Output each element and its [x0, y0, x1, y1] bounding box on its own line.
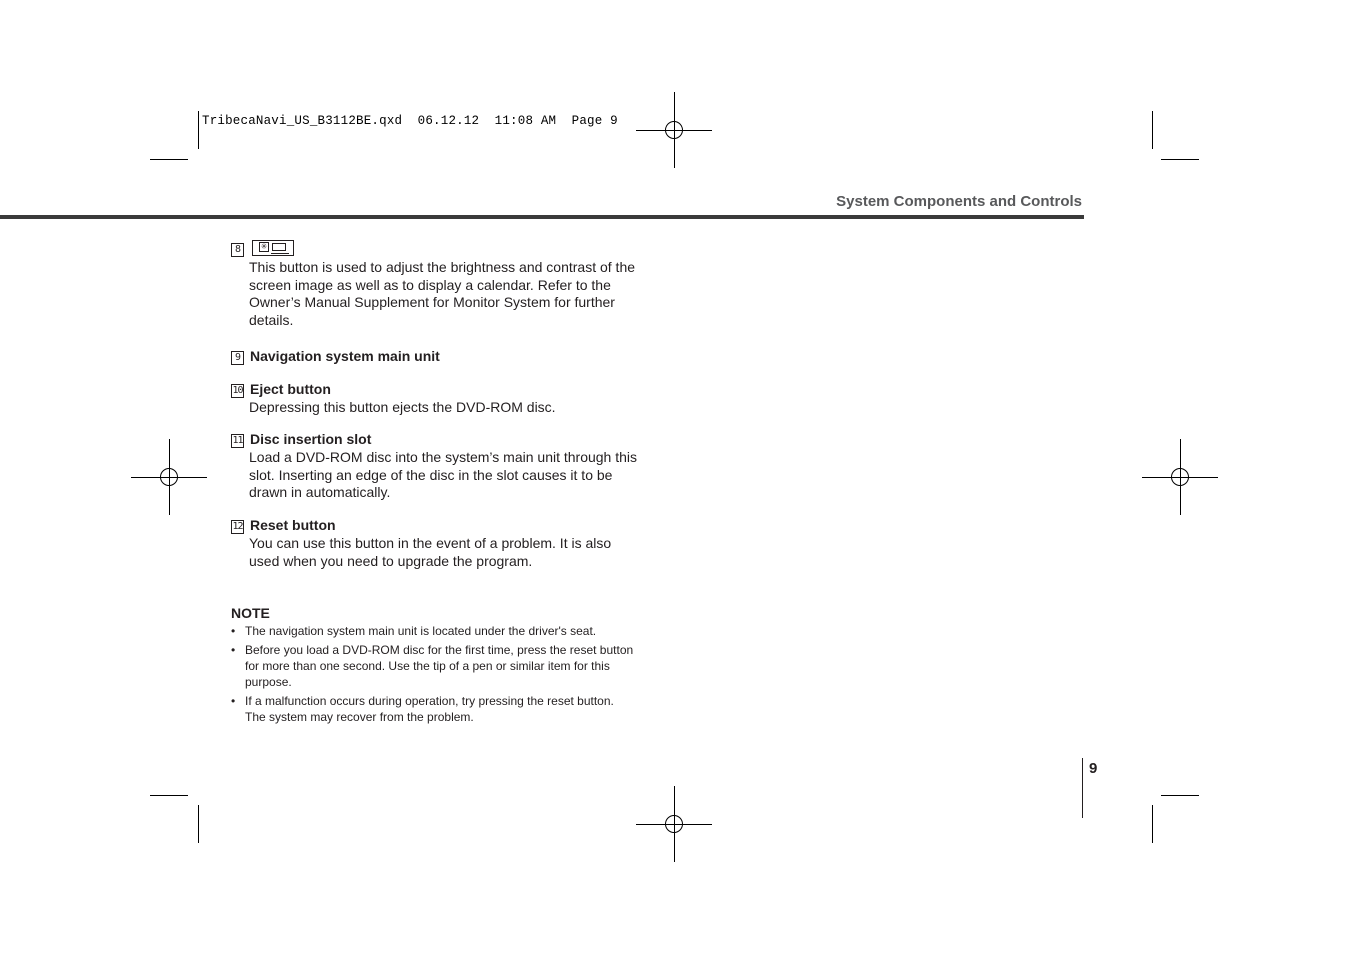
item-8 — [231, 240, 641, 330]
section-title: System Components and Controls — [836, 193, 1082, 210]
item-11 — [231, 431, 641, 502]
note-bullet: • If a malfunction occurs during operation, try pressing the reset button. The system may recover from the problem. — [231, 693, 636, 725]
item-number: 9 — [231, 351, 244, 365]
brightness-display-icon: ✳ — [252, 240, 294, 256]
item-description: You can use this button in the event of a problem. It is also used when you need to upgrade the program. — [249, 534, 612, 569]
registration-mark-left — [131, 439, 207, 515]
item-12 — [231, 517, 641, 570]
page-number-bar — [1082, 758, 1083, 818]
print-slug-line: TribecaNavi_US_B3112BE.qxd 06.12.12 11:08 AM Page 9 — [202, 114, 618, 128]
note-heading: NOTE — [231, 605, 270, 621]
item-10 — [231, 381, 641, 417]
crop-mark — [198, 111, 199, 149]
crop-mark — [198, 805, 199, 843]
item-description: Load a DVD-ROM disc into the system’s main unit through this slot. Inserting an edge of the disc in the slot causes it to be drawn in automatically. — [249, 448, 638, 501]
crop-mark — [150, 159, 188, 160]
crop-mark — [1152, 805, 1153, 843]
note-bullet: • The navigation system main unit is located under the driver's seat. — [231, 623, 636, 639]
item-number: 12 — [232, 521, 243, 532]
page-number: 9 — [1089, 760, 1098, 777]
item-description: This button is used to adjust the brightness and contrast of the screen image as well as to display a calendar. Refer to the Owner’s Manual Supplement for Monitor System for further details. — [249, 258, 636, 329]
registration-mark-right — [1142, 439, 1218, 515]
item-title: Disc insertion slot — [250, 431, 372, 447]
registration-mark-top — [636, 92, 712, 168]
item-title: Reset button — [250, 517, 336, 533]
item-title: Navigation system main unit — [250, 348, 440, 364]
item-9 — [231, 348, 641, 366]
item-description: Depressing this button ejects the DVD-ROM disc. — [249, 398, 556, 415]
item-title: Eject button — [250, 381, 331, 397]
crop-mark — [150, 795, 188, 796]
crop-mark — [1161, 795, 1199, 796]
item-number: 8 — [231, 243, 244, 257]
item-number: 11 — [232, 435, 243, 446]
crop-mark — [1152, 111, 1153, 149]
registration-mark-bottom — [636, 786, 712, 862]
header-rule — [0, 215, 1084, 219]
note-list — [231, 623, 636, 728]
item-number: 10 — [232, 385, 243, 396]
crop-mark — [1161, 159, 1199, 160]
note-bullet: • Before you load a DVD-ROM disc for the first time, press the reset button for more than one second. Use the tip of a pen or similar item for this purpose. — [231, 642, 636, 691]
